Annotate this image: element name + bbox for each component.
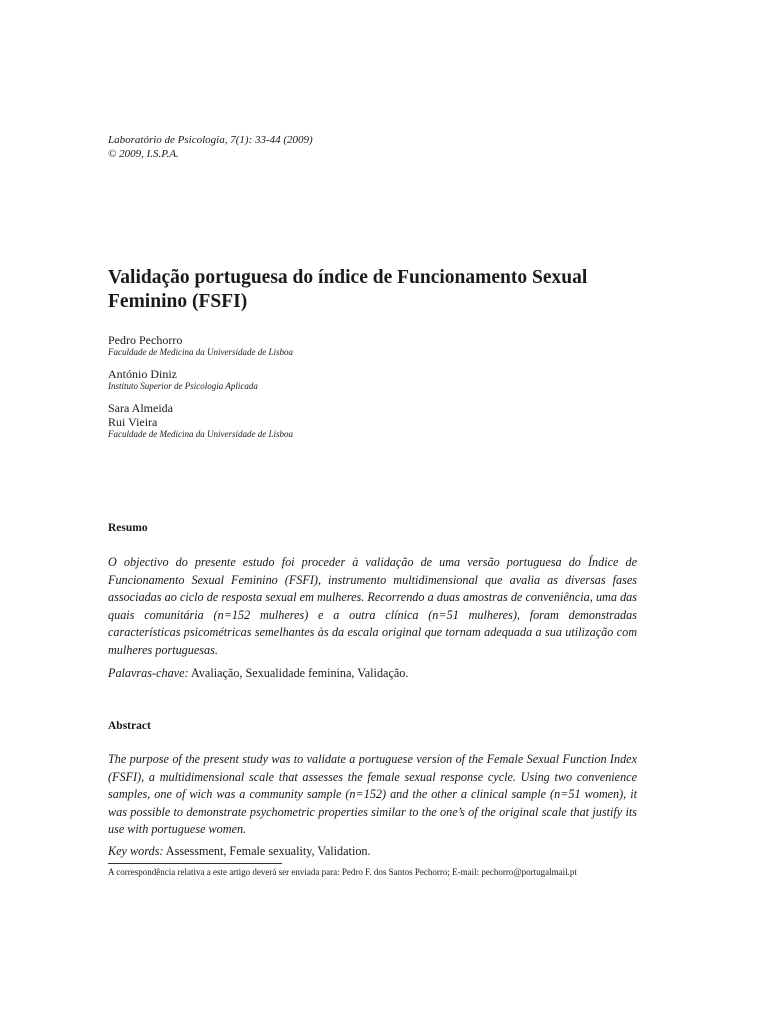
author-affiliation: Faculdade de Medicina da Universidade de Lisboa — [108, 429, 293, 439]
correspondence-footnote: A correspondência relativa a este artigo deverá ser enviada para: Pedro F. dos Santos Pechorro; E-mail: pechorro@portugalmail.pt — [108, 867, 577, 877]
author-name: Sara Almeida — [108, 401, 173, 415]
footnote-divider — [108, 863, 282, 864]
journal-copyright: © 2009, I.S.P.A. — [108, 148, 179, 160]
keywords-value: Avaliação, Sexualidade feminina, Validação. — [190, 666, 409, 680]
journal-header — [108, 133, 313, 161]
author-block-1 — [108, 333, 668, 358]
abstract-heading: Abstract — [108, 720, 151, 732]
abstract-body: The purpose of the present study was to validate a portuguese version of the Female Sexual Function Index (FSFI), a multidimensional scale that assesses the female sexual response cycle. Using two convenience samples, one of wich was a community sample (n=152) and the other a clinical sample (n=51 women), it was possible to demonstrate psychometric properties similar to the one’s of the original scale that justify its use with portuguese women. — [108, 752, 637, 837]
author-affiliation: Instituto Superior de Psicologia Aplicada — [108, 381, 258, 391]
keywords-value: Assessment, Female sexuality, Validation. — [165, 844, 371, 858]
author-block-3 — [108, 401, 668, 440]
keywords-label: Key words: — [108, 844, 164, 858]
resumo-heading: Resumo — [108, 522, 148, 534]
resumo-keywords — [108, 665, 668, 682]
resumo-body: O objectivo do presente estudo foi proceder à validação de uma versão portuguesa do Índice de Funcionamento Sexual Feminino (FSFI), instrumento multidimensional que avalia as diversas fases associadas ao ciclo de resposta sexual em mulheres. Recorrendo a duas amostras de conveniência, uma das quais comunitária (n=152 mulheres) e a outra clínica (n=51 mulheres), foram demonstradas características psicométricas semelhantes às da escala original que tornam adequada a sua utilização com mulheres portuguesas. — [108, 555, 637, 657]
author-name: Pedro Pechorro — [108, 333, 183, 347]
author-affiliation: Faculdade de Medicina da Universidade de Lisboa — [108, 347, 293, 357]
keywords-label: Palavras-chave: — [108, 666, 189, 680]
author-name: António Diniz — [108, 367, 177, 381]
author-block-2 — [108, 367, 668, 392]
abstract-keywords — [108, 843, 668, 860]
article-title: Validação portuguesa do índice de Funcionamento Sexual Feminino (FSFI) — [108, 267, 588, 312]
author-name: Rui Vieira — [108, 415, 158, 429]
journal-citation: Laboratório de Psicologia, 7(1): 33-44 (2009) — [108, 134, 313, 146]
